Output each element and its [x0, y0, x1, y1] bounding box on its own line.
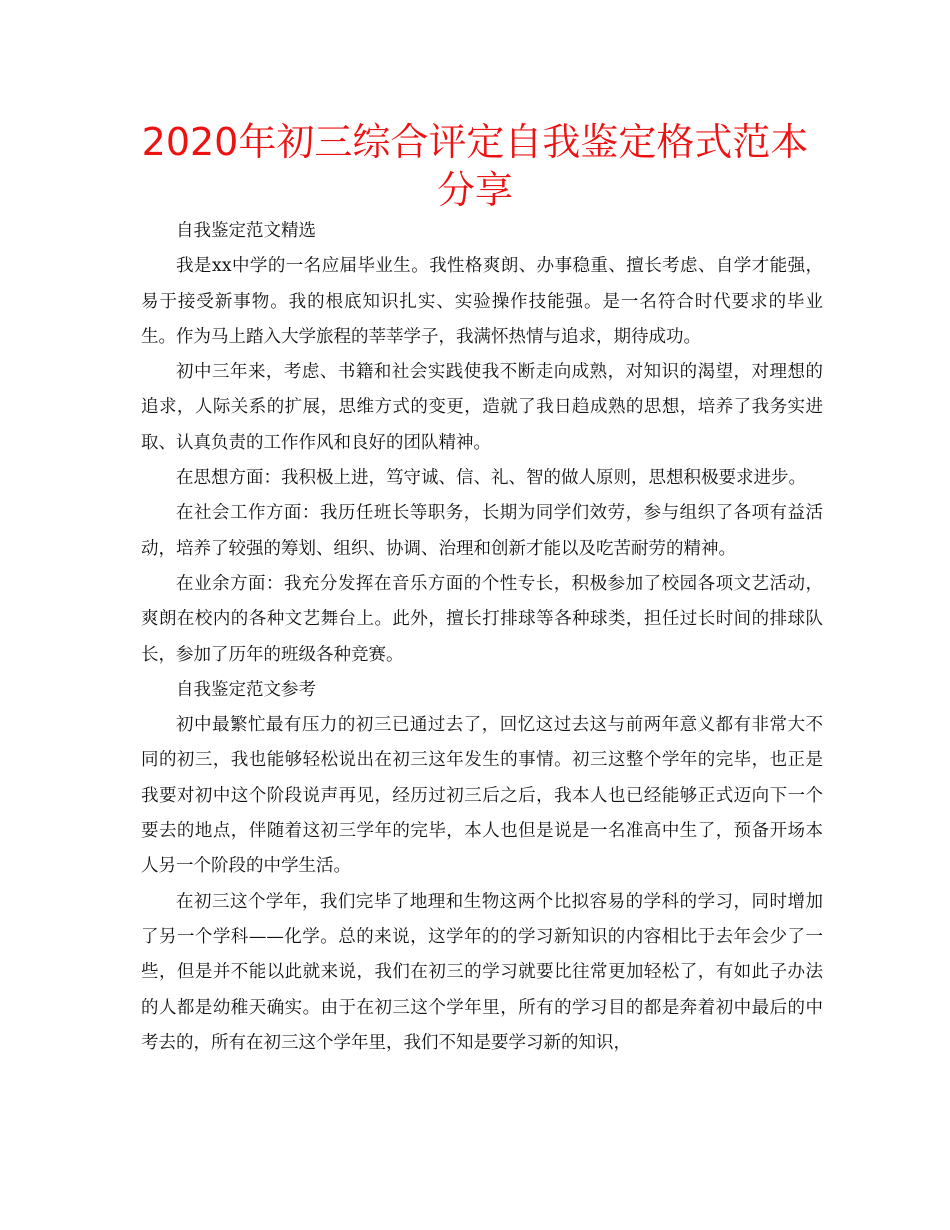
- paragraph: 我是xx中学的一名应届毕业生。我性格爽朗、办事稳重、擅长考虑、自学才能强，易于接受新事物。我的根底知识扎实、实验操作技能强。是一名符合时代要求的毕业生。作为马上踏入大学旅程的莘莘学子，我满怀热情与追求，期待成功。: [141, 256, 823, 347]
- paragraph: 初中最繁忙最有压力的初三已通过去了，回忆这过去这与前两年意义都有非常大不同的初三，我也能够轻松说出在初三这年发生的事情。初三这整个学年的完毕，也正是我要对初中这个阶段说声再见，经历过初三后之后，我本人也已经能够正式迈向下一个要去的地点，伴随着这初三学年的完毕，本人也但是说是一名准高中生了，预备开场本人另一个阶段的中学生活。: [141, 715, 823, 877]
- paragraph: 初中三年来，考虑、书籍和社会实践使我不断走向成熟，对知识的渴望，对理想的追求，人际关系的扩展，思维方式的变更，造就了我日趋成熟的思想，培养了我务实进取、认真负责的工作作风和良好的团队精神。: [141, 362, 823, 453]
- document-title: 2020年初三综合评定自我鉴定格式范本分享: [141, 120, 809, 212]
- paragraph-heading-2: 自我鉴定范文参考: [176, 679, 316, 700]
- paragraph: 在思想方面：我积极上进，笃守诚、信、礼、智的做人原则，思想积极要求进步。: [176, 468, 806, 489]
- paragraph: 在初三这个学年，我们完毕了地理和生物这两个比拟容易的学科的学习，同时增加了另一个学科——化学。总的来说，这学年的的学习新知识的内容相比于去年会少了一些，但是并不能以此就来说，我们在初三的学习就要比往常更加轻松了，有如此子办法的人都是幼稚天确实。由于在初三这个学年里，所有的学习目的都是奔着初中最后的中考去的，所有在初三这个学年里，我们不知是要学习新的知识，: [141, 891, 823, 1053]
- paragraph: 在社会工作方面：我历任班长等职务，长期为同学们效劳，参与组织了各项有益活动，培养了较强的筹划、组织、协调、治理和创新才能以及吃苦耐劳的精神。: [141, 503, 823, 559]
- document-body: [141, 214, 823, 1061]
- paragraph-heading-1: 自我鉴定范文精选: [176, 221, 316, 241]
- paragraph: 在业余方面：我充分发挥在音乐方面的个性专长，积极参加了校园各项文艺活动，爽朗在校内的各种文艺舞台上。此外，擅长打排球等各种球类，担任过长时间的排球队长，参加了历年的班级各种竞赛。: [141, 573, 823, 665]
